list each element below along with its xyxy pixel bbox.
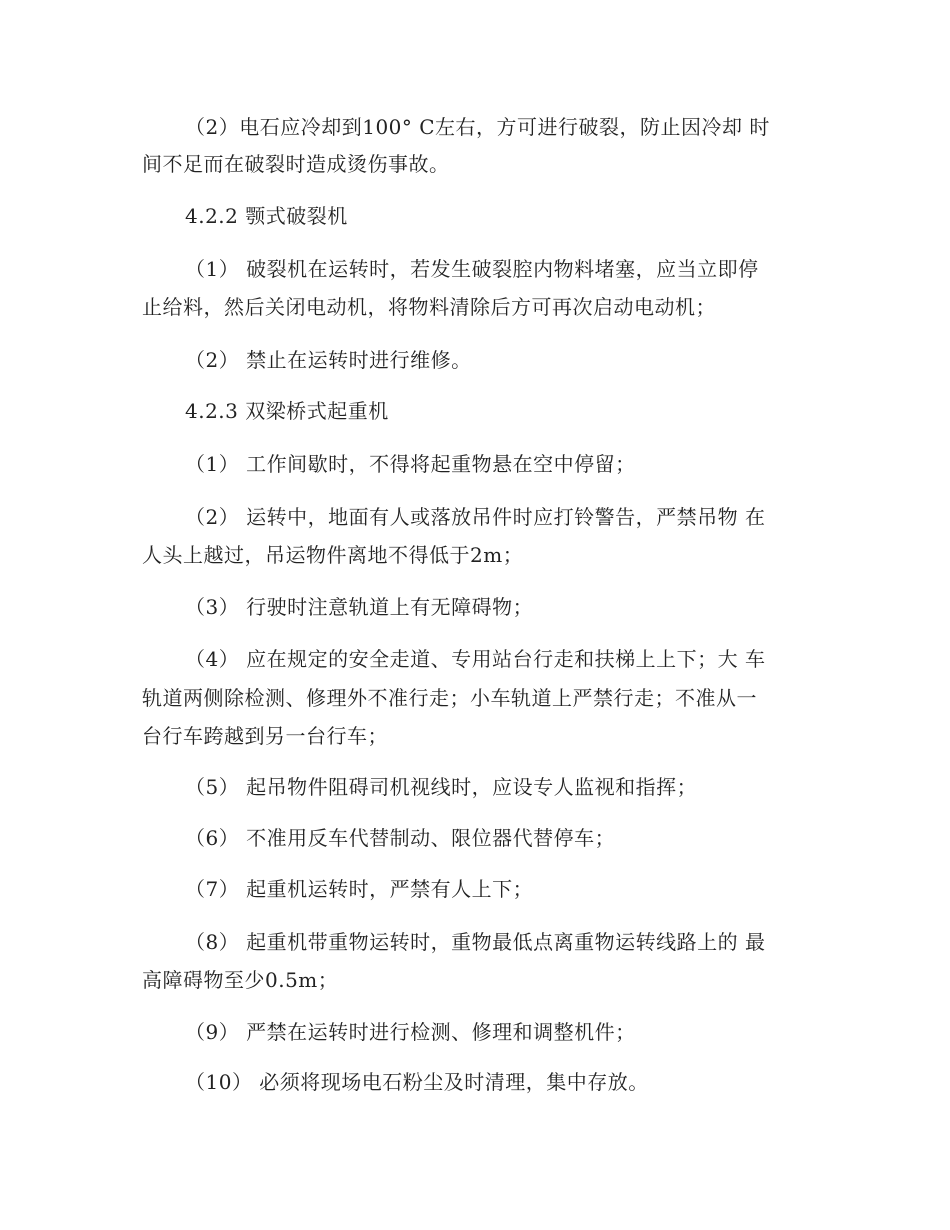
paragraph-line: （8） 起重机带重物运转时，重物最低点离重物运转线路上的 最 — [185, 930, 766, 954]
paragraph-line: （3） 行驶时注意轨道上有无障碍物； — [185, 595, 534, 619]
paragraph-line: （5） 起吊物件阻碍司机视线时，应设专人监视和指挥； — [185, 775, 698, 799]
paragraph-line: （6） 不准用反车代替制动、限位器代替停车； — [185, 826, 616, 850]
paragraph-line: （10） 必须将现场电石粉尘及时清理，集中存放。 — [185, 1070, 649, 1094]
paragraph-line: 高障碍物至少0.5m； — [142, 968, 339, 992]
paragraph-line: （4） 应在规定的安全走道、专用站台行走和扶梯上上下；大 车 — [185, 647, 766, 671]
paragraph-line: （1） 工作间歇时，不得将起重物悬在空中停留； — [185, 452, 636, 476]
section-heading: 4.2.2 颚式破裂机 — [185, 204, 348, 228]
paragraph-line: 间不足而在破裂时造成烫伤事故。 — [142, 152, 450, 176]
paragraph-line: （1） 破裂机在运转时，若发生破裂腔内物料堵塞，应当立即停 — [185, 257, 759, 281]
paragraph-line: （2） 禁止在运转时进行维修。 — [185, 348, 472, 372]
paragraph-line: （7） 起重机运转时，严禁有人上下； — [185, 877, 534, 901]
paragraph-line: （2） 运转中，地面有人或落放吊件时应打铃警告，严禁吊物 在 — [185, 505, 766, 529]
paragraph-line: 台行车跨越到另一台行车； — [142, 724, 388, 748]
paragraph-line: 止给料，然后关闭电动机，将物料清除后方可再次启动电动机； — [142, 295, 716, 319]
section-heading: 4.2.3 双梁桥式起重机 — [185, 399, 389, 423]
paragraph-line: （9） 严禁在运转时进行检测、修理和调整机件； — [185, 1020, 636, 1044]
paragraph-line: 轨道两侧除检测、修理外不准行走；小车轨道上严禁行走；不准从一 — [142, 686, 757, 710]
paragraph-line: 人头上越过，吊运物件离地不得低于2m； — [142, 543, 524, 567]
paragraph-line: （2）电石应冷却到100° C左右，方可进行破裂，防止因冷却 时 — [185, 115, 770, 139]
